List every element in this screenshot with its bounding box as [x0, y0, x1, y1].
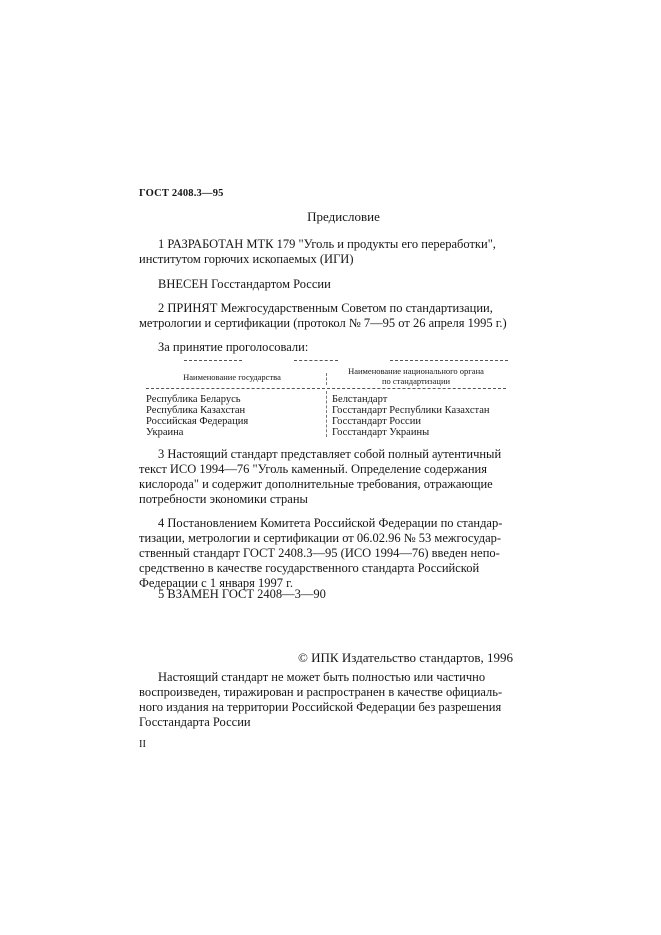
section-2-line: метрологии и сертификации (протокол № 7—95 от 26 апреля 1995 г.) — [139, 316, 507, 330]
table-row-body: Госстандарт Республики Казахстан — [332, 405, 490, 416]
section-2-line: 2 ПРИНЯТ Межгосударственным Советом по стандартизации, — [158, 301, 493, 315]
table-row-state: Российская Федерация — [146, 416, 249, 427]
reproduction-notice — [139, 670, 511, 730]
section-3 — [139, 447, 511, 507]
page-title: Предисловие — [307, 209, 380, 224]
table-row-state: Республика Казахстан — [146, 405, 246, 416]
table-header-body-line: Наименование национального органа — [348, 366, 484, 376]
table-row-body: Госстандарт России — [332, 416, 421, 427]
copyright-notice: © ИПК Издательство стандартов, 1996 — [298, 650, 513, 665]
section-3-line: потребности экономики страны — [139, 492, 308, 506]
table-row-body: Белстандарт — [332, 394, 388, 405]
table-row-state: Республика Беларусь — [146, 394, 241, 405]
page-number: II — [139, 739, 146, 750]
section-4-line: ственный стандарт ГОСТ 2408.3—95 (ИСО 1994—76) введен непо- — [139, 546, 500, 560]
section-1-line: 1 РАЗРАБОТАН МТК 179 "Уголь и продукты его переработки", — [158, 237, 496, 251]
section-4 — [139, 516, 511, 591]
section-4-line: 4 Постановлением Комитета Российской Федерации по стандар- — [158, 516, 503, 530]
table-column-separator — [326, 391, 327, 437]
table-column-separator — [326, 373, 327, 385]
table-row-state: Украина — [146, 427, 184, 438]
table-header-body-line: по стандартизации — [381, 376, 451, 386]
section-3-line: кислорода" и содержит дополнительные требования, отражающие — [139, 477, 493, 491]
voted-label: За принятие проголосовали: — [158, 340, 309, 354]
voting-table — [146, 359, 510, 439]
section-3-line: 3 Настоящий стандарт представляет собой полный аутентичный — [158, 447, 502, 461]
section-4-line: средственно в качестве государственного стандарта Российской — [139, 561, 480, 575]
document-header: ГОСТ 2408.3—95 — [139, 188, 224, 199]
introduced-by: ВНЕСЕН Госстандартом России — [158, 277, 331, 291]
section-1-line: институтом горючих ископаемых (ИГИ) — [139, 252, 354, 266]
table-row-body: Госстандарт Украины — [332, 427, 430, 438]
section-1 — [139, 237, 511, 267]
notice-line: Настоящий стандарт не может быть полностью или частично — [158, 670, 486, 684]
table-top-rule — [294, 360, 338, 361]
table-header-body — [326, 366, 506, 386]
notice-line: Госстандарта России — [139, 715, 251, 729]
section-5: 5 ВЗАМЕН ГОСТ 2408—3—90 — [158, 587, 326, 601]
table-header-rule — [146, 388, 506, 389]
notice-line: воспроизведен, тиражирован и распространен в качестве официаль- — [139, 685, 503, 699]
notice-line: ного издания на территории Российской Федерации без разрешения — [139, 700, 502, 714]
table-header-state: Наименование государства — [183, 372, 281, 382]
section-3-line: текст ИСО 1994—76 "Уголь каменный. Определение содержания — [139, 462, 487, 476]
section-4-line: Федерации с 1 января 1997 г. — [139, 576, 294, 590]
table-top-rule — [184, 360, 242, 361]
section-2 — [139, 301, 511, 331]
table-top-rule — [390, 360, 508, 361]
section-4-line: тизации, метрологии и сертификации от 06.02.96 № 53 межгосудар- — [139, 531, 502, 545]
